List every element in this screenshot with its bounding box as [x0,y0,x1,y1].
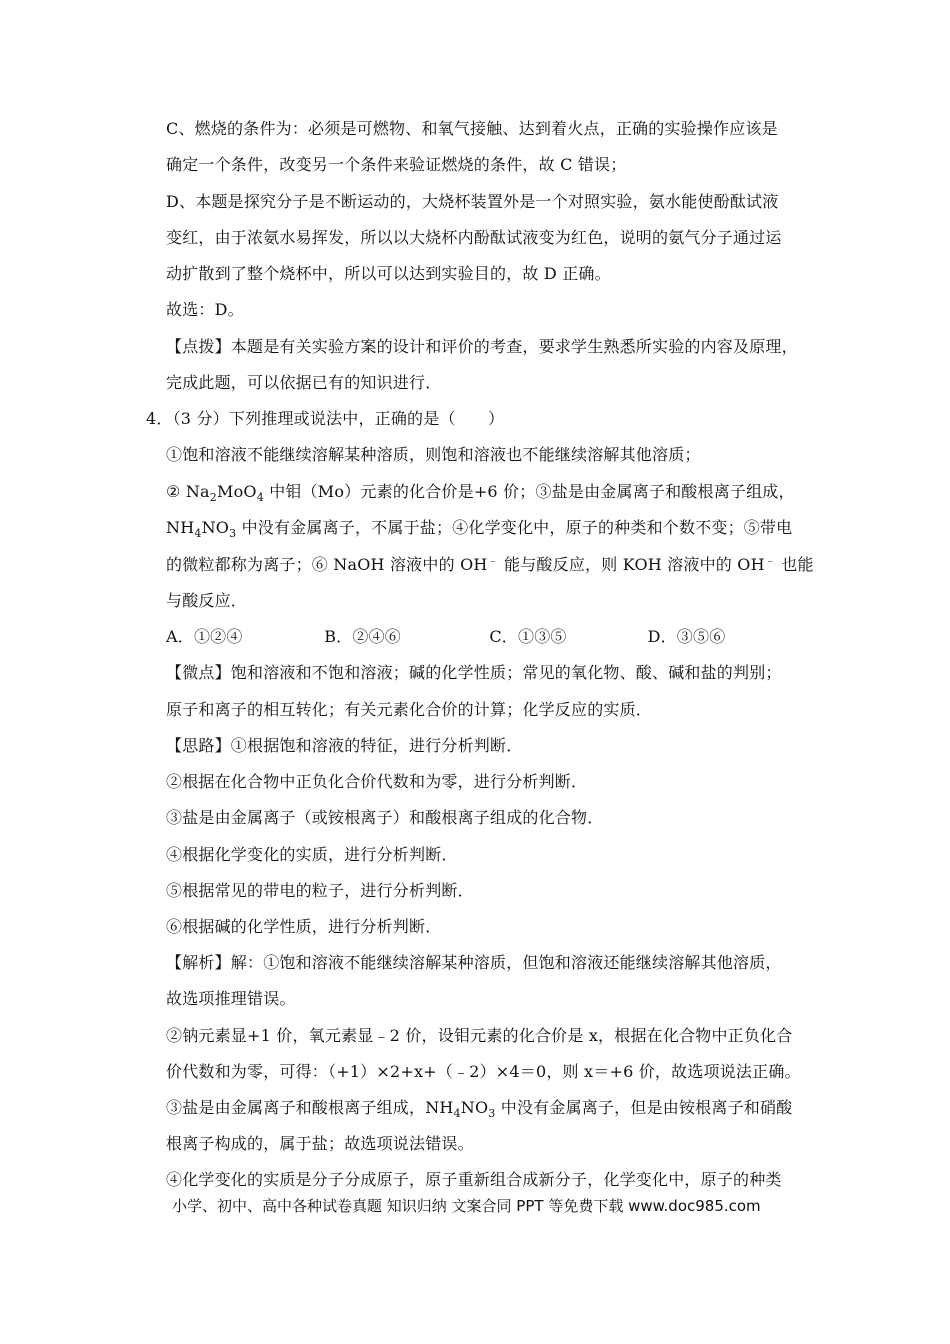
jiexi-line: ②钠元素显+1 价，氧元素显﹣2 价，设钼元素的化合价是 x，根据在化合物中正负化合 [166,1026,793,1045]
jiexi-line [166,1098,793,1121]
jiexi-line: 【解析】解：①饱和溶液不能继续溶解某种溶质，但饱和溶液还能继续溶解其他溶质， [166,953,782,972]
weidian-line: 【微点】饱和溶液和不饱和溶液；碱的化学性质；常见的氧化物、酸、碱和盐的判别； [166,663,782,682]
option-d: D．③⑤⑥ [647,627,726,646]
statement-line [166,482,795,505]
text-run: MoO [216,482,257,501]
superscript: ﹣ [487,553,499,567]
question-number: 4． [146,409,173,428]
silu-line: ②根据在化合物中正负化合价代数和为零，进行分析判断． [166,772,588,791]
weidian-line: 原子和离子的相互转化；有关元素化合价的计算；化学反应的实质． [166,700,653,719]
text-run: ③盐是由金属离子和酸根离子组成，NH [166,1098,454,1117]
text-run: NO [460,1098,489,1117]
answer-options [166,627,786,647]
text-line: 确定一个条件，改变另一个条件来验证燃烧的条件，故 C 错误； [166,155,627,174]
subscript: 2 [209,491,217,505]
text-run: 中钼（Mo）元素的化合价是+6 价；③盐是由金属离子和酸根离子组成， [263,482,795,501]
jiexi-line: 根离子构成的，属于盐；故选项说法错误。 [166,1134,474,1153]
subscript: 3 [229,527,237,541]
silu-line: 【思路】①根据饱和溶液的特征，进行分析判断． [166,736,523,755]
text-run: 中没有金属离子，但是由铵根离子和硝酸 [495,1098,793,1117]
silu-line: ③盐是由金属离子（或铵根离子）和酸根离子组成的化合物． [166,808,604,827]
jiexi-line: 价代数和为零，可得：（+1）×2+x+（﹣2）×4＝0，则 x＝+6 价，故选项说法正确。 [166,1062,801,1081]
statement-line [166,518,793,541]
text-line: D、本题是探究分子是不断运动的，大烧杯装置外是一个对照实验，氨水能使酚酞试液 [166,192,779,211]
text-line: 动扩散到了整个烧杯中，所以可以达到实验目的，故 D 正确。 [166,264,611,283]
text-run: 也能 [775,555,814,574]
text-run: NH [166,518,195,537]
silu-line: ④根据化学变化的实质，进行分析判断． [166,845,458,864]
text-run: ② Na [166,482,210,501]
subscript: 4 [256,491,264,505]
text-run: 中没有金属离子，不属于盐；④化学变化中，原子的种类和个数不变；⑤带电 [236,518,793,537]
statement-line [166,555,814,575]
text-line: 变红，由于浓氨水易挥发，所以以大烧杯内酚酞试液变为红色，说明的氨气分子通过运 [166,228,782,247]
statement-line: 与酸反应． [166,591,248,610]
option-c: C．①③⑤ [489,627,567,646]
text-run: 的微粒都称为离子；⑥ NaOH 溶液中的 OH [166,555,488,574]
question-4-stem [146,409,504,429]
question-stem: （3 分）下列推理或说法中，正确的是（ ） [172,409,505,428]
dianbo-line: 【点拨】本题是有关实验方案的设计和评价的考查，要求学生熟悉所实验的内容及原理， [166,337,798,356]
text-run: NO [201,518,230,537]
text-line: 故选：D。 [166,300,244,319]
jiexi-line: 故选项推理错误。 [166,989,296,1008]
silu-line: ⑥根据碱的化学性质，进行分析判断． [166,917,442,936]
statement-line: ①饱和溶液不能继续溶解某种溶质，则饱和溶液也不能继续溶解其他溶质； [166,445,701,464]
silu-line: ⑤根据常见的带电的粒子，进行分析判断． [166,881,474,900]
superscript: ﹣ [764,553,776,567]
subscript: 3 [488,1107,496,1121]
jiexi-line: ④化学变化的实质是分子分成原子，原子重新组合成新分子，化学变化中，原子的种类 [166,1170,782,1189]
option-a: A．①②④ [166,627,243,646]
text-line: 完成此题，可以依据已有的知识进行． [166,373,442,392]
text-line: C、燃烧的条件为：必须是可燃物、和氧气接触、达到着火点，正确的实验操作应该是 [166,119,778,138]
subscript: 4 [194,527,202,541]
text-run: 能与酸反应，则 KOH 溶液中的 OH [498,555,765,574]
option-b: B．②④⑥ [324,627,401,646]
page-footer: 小学、初中、高中各种试卷真题 知识归纳 文案合同 PPT 等免费下载 www.doc985.com [172,1197,761,1215]
subscript: 4 [453,1107,461,1121]
